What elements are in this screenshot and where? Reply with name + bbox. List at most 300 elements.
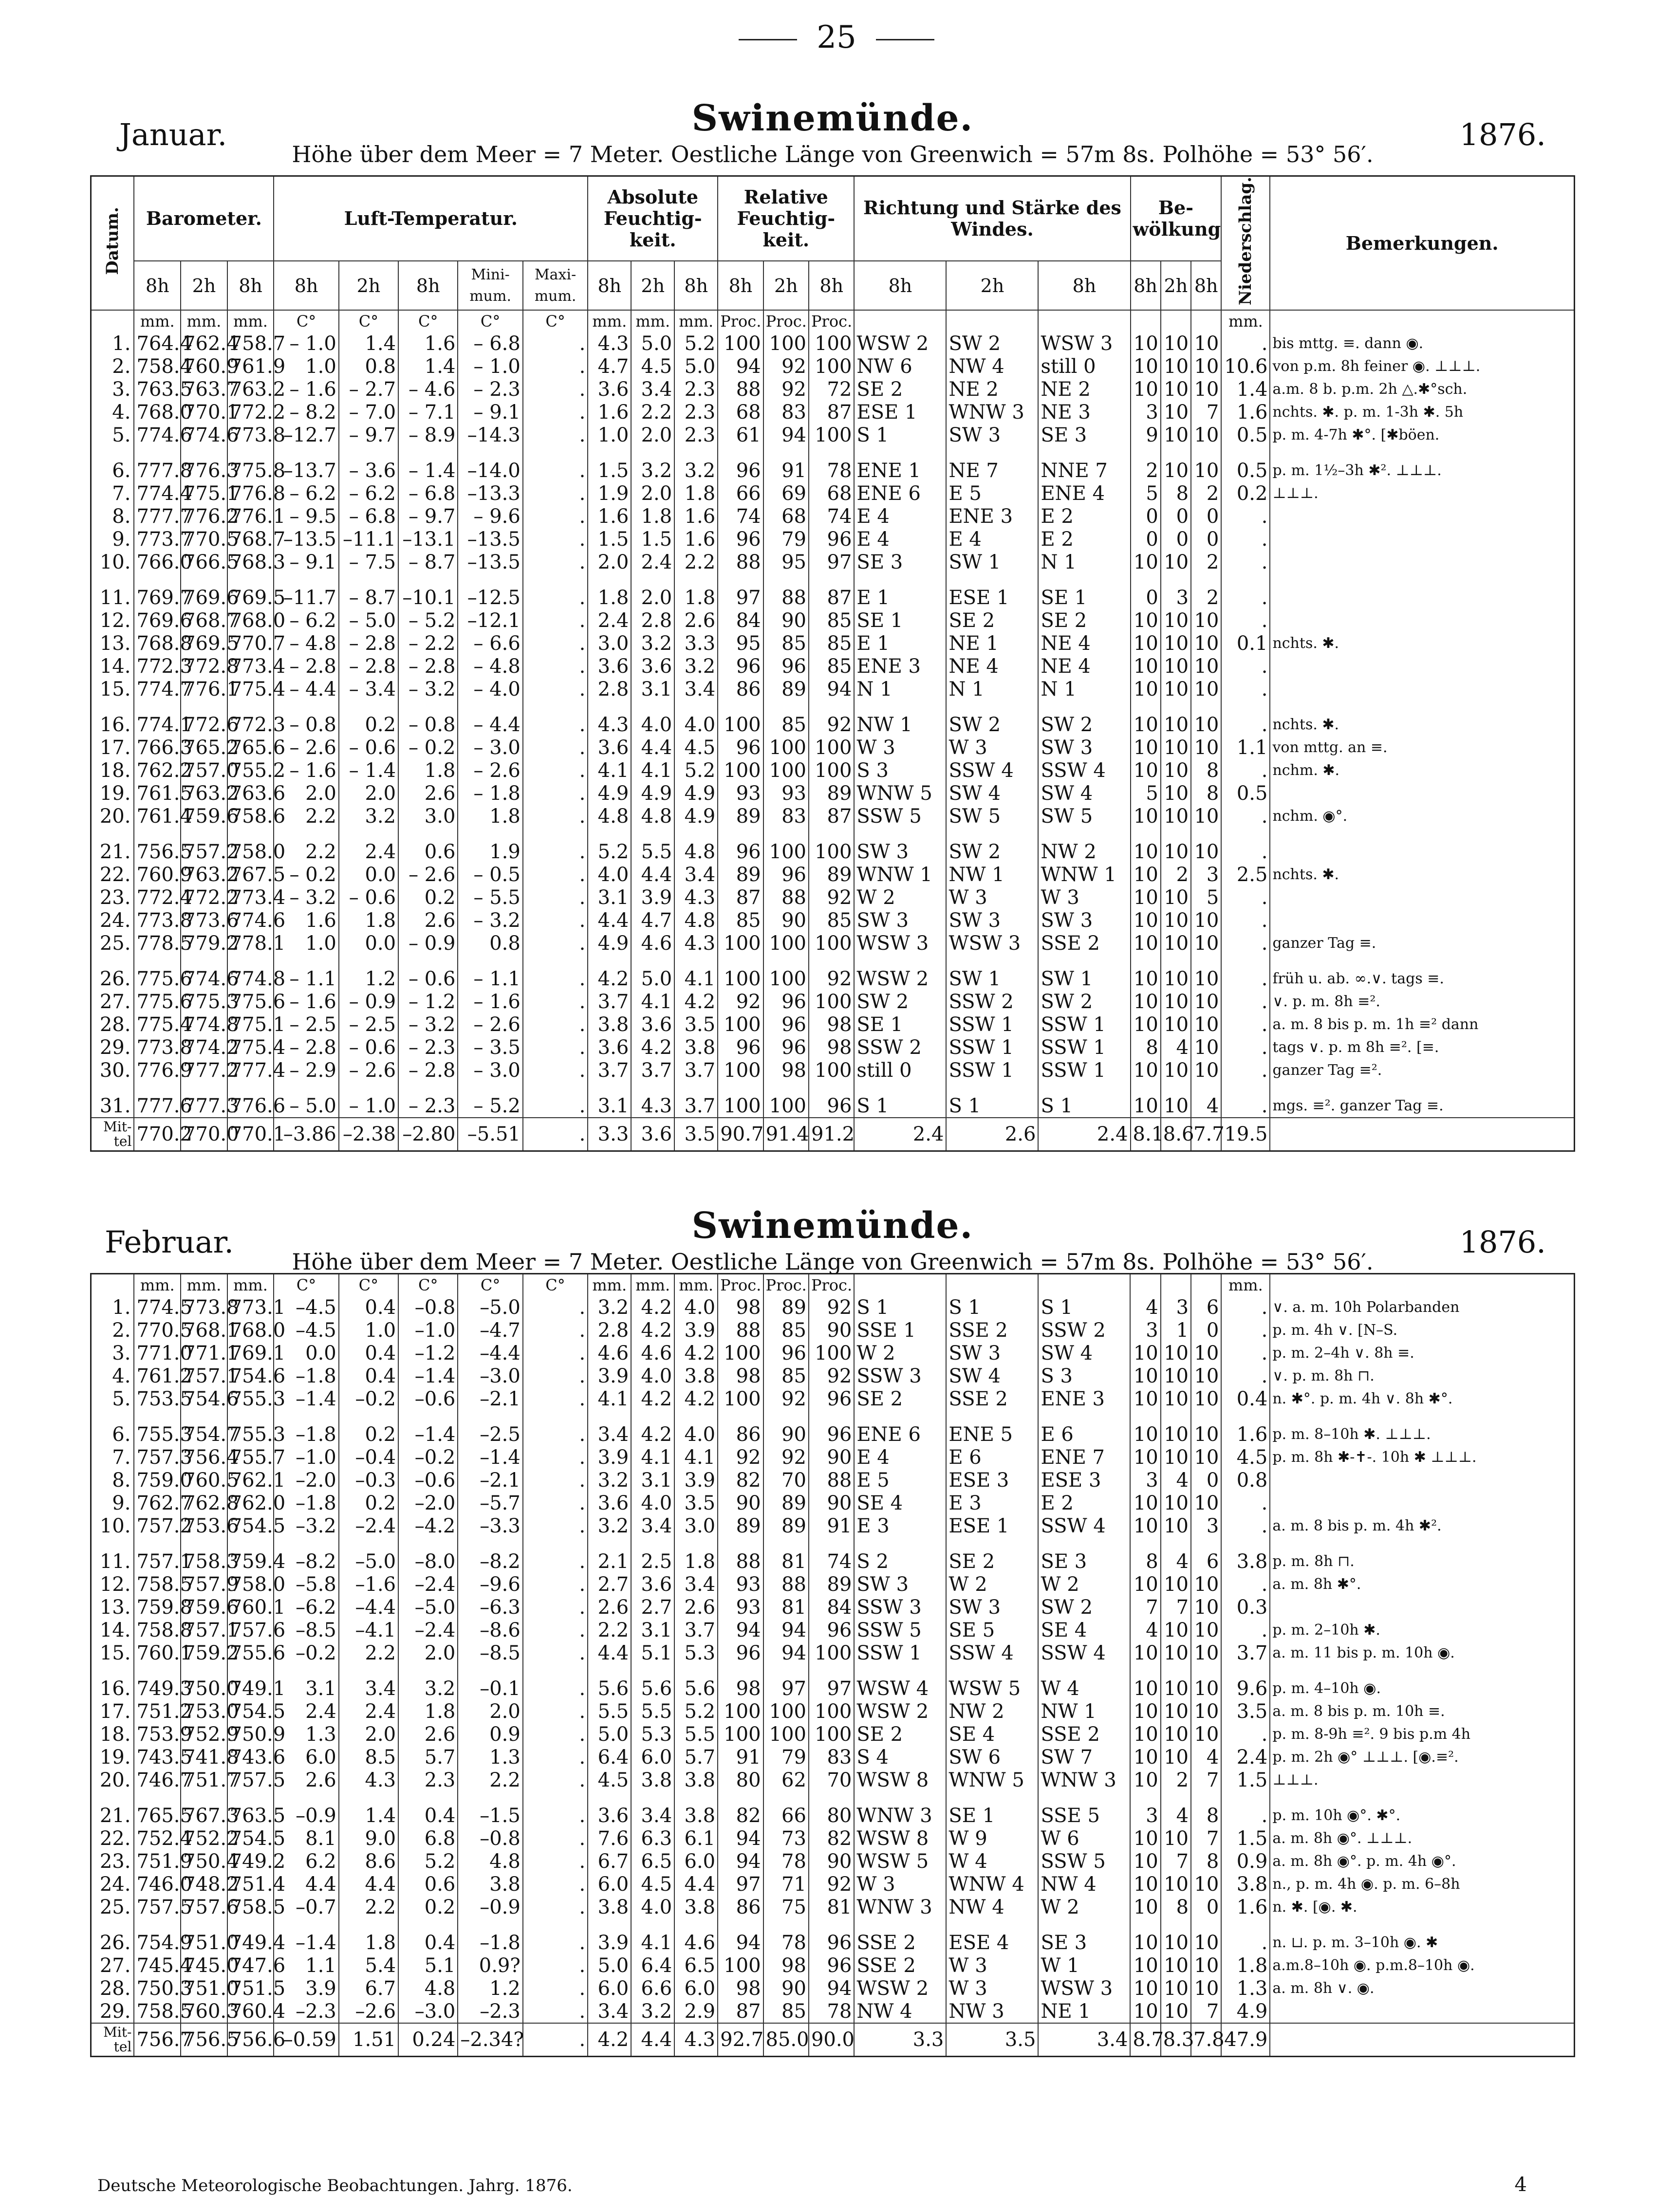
data-cell: 4.6 (631, 1342, 674, 1364)
data-cell: 1.6 (588, 505, 631, 528)
date-cell: 19. (91, 782, 134, 805)
table-row (91, 1977, 1575, 2000)
data-cell: 98 (809, 1036, 854, 1059)
table-row (91, 2000, 1575, 2023)
data-cell: 741.8 (181, 1746, 227, 1769)
date-cell: 18. (91, 1723, 134, 1746)
data-cell: . (1221, 955, 1270, 990)
data-cell: 757.9 (181, 1573, 227, 1596)
data-cell: N 1 (1038, 678, 1130, 700)
data-cell: 3.2 (674, 655, 718, 678)
data-cell: 0.1 (1221, 632, 1270, 655)
mean-cell: 7.8 (1191, 2023, 1221, 2057)
data-cell: 1.4 (1221, 378, 1270, 401)
data-cell: 1.8 (674, 482, 718, 505)
data-cell: 88 (809, 1469, 854, 1492)
data-cell: 763.5 (227, 1791, 274, 1827)
data-cell: –5.0 (398, 1596, 458, 1619)
table-row (91, 355, 1575, 378)
data-cell: 96 (809, 1387, 854, 1410)
data-cell: 79 (763, 528, 809, 551)
date-cell: 8. (91, 1469, 134, 1492)
data-cell: W 3 (946, 736, 1038, 759)
data-cell: 750.0 (181, 1664, 227, 1700)
data-cell: – 1.6 (274, 378, 338, 401)
data-cell: –1.4 (398, 1364, 458, 1387)
data-cell: 0.2 (339, 1492, 398, 1514)
date-cell: 26. (91, 1918, 134, 1954)
data-cell: –4.7 (458, 1319, 522, 1342)
data-cell: 755.3 (227, 1387, 274, 1410)
data-cell: 10 (1131, 1059, 1161, 1082)
data-cell: 3.9 (674, 1319, 718, 1342)
data-cell: NE 2 (1038, 378, 1130, 401)
data-cell: 3.7 (674, 1059, 718, 1082)
data-cell: 7 (1161, 1596, 1191, 1619)
data-cell: – 6.2 (274, 609, 338, 632)
data-cell: SSW 2 (854, 1036, 946, 1059)
data-cell: 5.0 (588, 1723, 631, 1746)
data-cell: 3.6 (588, 655, 631, 678)
data-cell: . (1221, 1918, 1270, 1954)
data-cell: 754.5 (227, 1827, 274, 1850)
data-cell: 769.5 (227, 573, 274, 609)
data-cell: 2.7 (631, 1596, 674, 1619)
data-cell: 1.6 (674, 528, 718, 551)
data-cell: . (1221, 700, 1270, 736)
data-cell: – 5.2 (458, 1082, 522, 1118)
data-cell: 2.6 (398, 909, 458, 932)
data-cell: 8 (1131, 1036, 1161, 1059)
table-row (91, 932, 1575, 955)
remark-cell: p. m. 1½–3h ✱². ⊥⊥⊥. (1270, 446, 1574, 482)
table-row (91, 863, 1575, 886)
data-cell: 88 (718, 1537, 763, 1573)
data-cell: 98 (763, 1059, 809, 1082)
data-cell: 0.9 (1221, 1850, 1270, 1873)
data-cell: 761.9 (227, 355, 274, 378)
data-cell: 4.0 (631, 1364, 674, 1387)
station-title: Swinemünde. (691, 1205, 974, 1247)
table-row (91, 1664, 1575, 1700)
remark-cell: ⊥⊥⊥. (1270, 1769, 1574, 1791)
data-cell: 3.6 (588, 1036, 631, 1059)
data-cell: 10 (1161, 1573, 1191, 1596)
data-cell: 10 (1191, 955, 1221, 990)
data-cell: –3.2 (274, 1514, 338, 1537)
data-cell: 89 (809, 1573, 854, 1596)
data-cell: . (523, 1446, 588, 1469)
data-cell: 92 (763, 378, 809, 401)
data-cell: 0.4 (398, 1918, 458, 1954)
data-cell: 754.9 (134, 1918, 181, 1954)
data-cell: 10 (1161, 655, 1191, 678)
data-cell: 10 (1131, 736, 1161, 759)
data-cell: 759.8 (134, 1596, 181, 1619)
data-cell: 1.5 (588, 446, 631, 482)
data-cell: N 1 (946, 678, 1038, 700)
mean-cell: 92.7 (718, 2023, 763, 2057)
data-cell: – 0.2 (274, 863, 338, 886)
data-cell: W 6 (1038, 1827, 1130, 1850)
data-cell: 8.6 (339, 1850, 398, 1873)
data-cell: 2.2 (274, 828, 338, 863)
remark-cell: p. m. 8h ✱-✝-. 10h ✱ ⊥⊥⊥. (1270, 1446, 1574, 1469)
data-cell: 91 (809, 1514, 854, 1537)
data-cell: 3.4 (674, 863, 718, 886)
data-cell: 100 (763, 332, 809, 355)
data-cell: ENE 6 (854, 1410, 946, 1446)
data-cell: 765.6 (227, 736, 274, 759)
data-cell: 4.5 (631, 355, 674, 378)
data-cell: . (1221, 805, 1270, 828)
data-cell: 759.6 (181, 805, 227, 828)
data-cell: 95 (718, 632, 763, 655)
data-cell: 10 (1191, 446, 1221, 482)
data-cell: 10 (1130, 1746, 1160, 1769)
date-cell: 4. (91, 1364, 134, 1387)
data-cell: –0.7 (274, 1896, 338, 1918)
data-cell: . (523, 1791, 588, 1827)
data-cell: . (1221, 655, 1270, 678)
data-cell: – 2.6 (274, 736, 338, 759)
data-cell: 773.7 (134, 528, 181, 551)
data-cell: 770.5 (181, 528, 227, 551)
data-cell: 4.1 (631, 1918, 674, 1954)
data-cell: NE 3 (1038, 401, 1130, 424)
data-cell: 3.2 (631, 632, 674, 655)
data-cell: 100 (718, 700, 763, 736)
data-cell: SE 1 (854, 1013, 946, 1036)
table-row (91, 1319, 1575, 1342)
data-cell: 4.0 (674, 1410, 718, 1446)
data-cell: 4.7 (588, 355, 631, 378)
data-cell: 775.4 (227, 1036, 274, 1059)
data-cell: 2.4 (1221, 1746, 1270, 1769)
mean-cell: –5.51 (458, 1118, 522, 1151)
data-cell: 3.1 (631, 678, 674, 700)
mean-cell: 91.4 (763, 1118, 809, 1151)
data-cell: E 3 (946, 1492, 1038, 1514)
data-cell: 1.8 (674, 1537, 718, 1573)
data-cell: –14.3 (458, 424, 522, 446)
table-row (91, 736, 1575, 759)
data-cell: 85 (763, 1319, 809, 1342)
remark-cell: p. m. 4–10h ◉. (1270, 1664, 1574, 1700)
data-cell: 9.0 (339, 1827, 398, 1850)
data-cell: 2.0 (631, 424, 674, 446)
data-cell: SW 3 (1038, 736, 1130, 759)
data-cell: 754.5 (227, 1514, 274, 1537)
data-cell: –1.5 (458, 1791, 522, 1827)
table-row (91, 1700, 1575, 1723)
data-cell: 10 (1191, 1954, 1221, 1977)
data-cell: SW 1 (1038, 955, 1130, 990)
data-cell: –0.4 (339, 1446, 398, 1469)
data-cell: . (1221, 1013, 1270, 1036)
data-cell: 757.2 (134, 1514, 181, 1537)
data-cell: 100 (809, 1723, 854, 1746)
mean-cell: 91.2 (809, 1118, 854, 1151)
data-cell: 6.4 (631, 1954, 674, 1977)
data-cell: SW 5 (946, 805, 1038, 828)
data-cell: SE 2 (854, 378, 946, 401)
remark-cell (1270, 609, 1574, 632)
data-cell: . (523, 1596, 588, 1619)
data-cell: N 1 (1038, 551, 1130, 573)
data-cell: W 4 (946, 1850, 1038, 1873)
data-cell: 10 (1161, 1918, 1191, 1954)
data-cell: W 3 (854, 736, 946, 759)
data-cell: 775.6 (227, 990, 274, 1013)
data-cell: 10 (1191, 1342, 1221, 1364)
data-cell: – 2.6 (458, 759, 522, 782)
data-cell: 10 (1191, 1723, 1221, 1746)
data-cell: 2.6 (398, 1723, 458, 1746)
data-cell: SE 2 (854, 1723, 946, 1746)
data-cell: 3 (1130, 1791, 1160, 1827)
table-row (91, 955, 1575, 990)
month-label: Januar. (119, 117, 227, 152)
data-cell: – 3.0 (458, 736, 522, 759)
data-cell: 3 (1161, 573, 1191, 609)
data-cell: NE 1 (1038, 2000, 1130, 2023)
data-cell: –12.7 (274, 424, 338, 446)
data-cell: S 3 (1038, 1364, 1130, 1387)
data-cell: – 4.4 (458, 700, 522, 736)
remark-cell: n. ⊔. p. m. 3–10h ◉. ✱ (1270, 1918, 1574, 1954)
table-row (91, 1013, 1575, 1036)
table-row (91, 1296, 1575, 1319)
data-cell: 100 (763, 1700, 809, 1723)
data-cell: 100 (809, 736, 854, 759)
mean-cell: 3.3 (588, 1118, 631, 1151)
data-cell: SSW 4 (1038, 1641, 1130, 1664)
data-cell: 10 (1191, 1013, 1221, 1036)
data-cell: –1.2 (398, 1342, 458, 1364)
data-cell: 2.3 (674, 401, 718, 424)
data-cell: 772.6 (181, 700, 227, 736)
data-cell: 743.5 (134, 1746, 181, 1769)
table-row (91, 1873, 1575, 1896)
data-cell: 10 (1130, 1769, 1160, 1791)
data-cell: 3.1 (274, 1664, 338, 1700)
data-cell: –6.2 (274, 1596, 338, 1619)
data-cell: 10 (1161, 990, 1191, 1013)
data-cell: E 1 (854, 573, 946, 609)
data-cell: . (523, 909, 588, 932)
data-cell: 61 (718, 424, 763, 446)
data-cell: 97 (718, 573, 763, 609)
data-cell: 778.1 (227, 932, 274, 955)
data-cell: SSE 1 (854, 1319, 946, 1342)
data-cell: 4.2 (631, 1387, 674, 1410)
remark-cell: a. m. 8h ◉°. p. m. 4h ◉°. (1270, 1850, 1574, 1873)
data-cell: 6 (1191, 1537, 1221, 1573)
data-cell: 10 (1131, 759, 1161, 782)
data-cell: – 2.9 (274, 1059, 338, 1082)
data-cell: 6.7 (339, 1977, 398, 2000)
data-cell: 754.7 (181, 1410, 227, 1446)
data-cell: SW 7 (1038, 1746, 1130, 1769)
date-cell: 29. (91, 2000, 134, 2023)
data-cell: 0.8 (339, 355, 398, 378)
table-row (91, 1059, 1575, 1082)
data-cell: 10 (1130, 1850, 1160, 1873)
data-cell: 3.4 (339, 1664, 398, 1700)
data-cell: 2.5 (631, 1537, 674, 1573)
data-cell: 755.3 (134, 1410, 181, 1446)
data-cell: 78 (809, 446, 854, 482)
mean-cell: 770.0 (181, 1118, 227, 1151)
data-cell: 86 (718, 678, 763, 700)
date-cell: 13. (91, 1596, 134, 1619)
data-cell: 82 (809, 1827, 854, 1850)
data-cell: . (1221, 1723, 1270, 1746)
data-cell: 4.1 (674, 955, 718, 990)
date-cell: 9. (91, 1492, 134, 1514)
data-cell: . (523, 1664, 588, 1700)
data-cell: 1.3 (1221, 1977, 1270, 2000)
data-cell: . (523, 1573, 588, 1596)
data-cell: 6.0 (674, 1977, 718, 2000)
data-cell: 746.7 (134, 1769, 181, 1791)
table-row (91, 1827, 1575, 1850)
data-cell: 752.4 (134, 1827, 181, 1850)
data-cell: 5.2 (588, 828, 631, 863)
data-cell: 3.2 (631, 446, 674, 482)
data-cell: 749.4 (227, 1918, 274, 1954)
data-cell: 4.5 (631, 1873, 674, 1896)
data-cell: – 2.8 (274, 655, 338, 678)
data-cell: 750.4 (181, 1850, 227, 1873)
data-cell: S 4 (854, 1746, 946, 1769)
data-cell: 86 (718, 1410, 763, 1446)
data-cell: 7 (1130, 1596, 1160, 1619)
data-cell: 4.9 (674, 805, 718, 828)
mean-cell (1270, 2023, 1574, 2057)
data-cell: 759.6 (181, 1596, 227, 1619)
table-row (91, 1918, 1575, 1954)
table-row (91, 1387, 1575, 1410)
data-cell: 0.2 (398, 1896, 458, 1918)
data-cell: 5.6 (631, 1664, 674, 1700)
data-cell: – 3.5 (458, 1036, 522, 1059)
data-cell: 4.3 (339, 1769, 398, 1791)
data-cell: 4.2 (631, 1036, 674, 1059)
table-row (91, 678, 1575, 700)
data-cell: 92 (809, 1364, 854, 1387)
data-cell: 96 (809, 1082, 854, 1118)
data-cell: W 9 (946, 1827, 1038, 1850)
data-cell: 764.4 (134, 332, 181, 355)
date-cell: 28. (91, 1977, 134, 2000)
data-cell: 763.2 (181, 863, 227, 886)
data-cell: 87 (718, 2000, 763, 2023)
data-cell: 98 (718, 1977, 763, 2000)
data-cell: NW 2 (1038, 828, 1130, 863)
data-cell: 10 (1130, 1700, 1160, 1723)
data-cell: E 4 (854, 1446, 946, 1469)
data-cell: – 2.5 (274, 1013, 338, 1036)
data-cell: 1.6 (674, 505, 718, 528)
data-cell: SSW 1 (1038, 1059, 1130, 1082)
data-cell: 758.7 (227, 332, 274, 355)
data-cell: . (1221, 332, 1270, 355)
data-cell: 10 (1130, 1342, 1160, 1364)
data-cell: –2.1 (458, 1387, 522, 1410)
remark-cell: ganzer Tag ≡. (1270, 932, 1574, 955)
table-row (91, 505, 1575, 528)
data-cell: 2.2 (274, 805, 338, 828)
data-cell: 775.6 (134, 955, 181, 990)
data-cell: – 2.8 (398, 655, 458, 678)
data-cell: – 3.2 (458, 909, 522, 932)
data-cell: 4.3 (588, 332, 631, 355)
data-cell: ENE 5 (946, 1410, 1038, 1446)
data-cell: 1.5 (1221, 1827, 1270, 1850)
data-cell: 776.2 (181, 505, 227, 528)
data-cell: 10 (1191, 1619, 1221, 1641)
table-row (91, 655, 1575, 678)
data-cell: 1.8 (339, 1918, 398, 1954)
data-cell: 777.3 (181, 1082, 227, 1118)
date-cell: 5. (91, 424, 134, 446)
data-cell: 96 (763, 1036, 809, 1059)
data-cell: 756.4 (181, 1446, 227, 1469)
data-cell: 72 (809, 378, 854, 401)
remark-cell: nchts. ✱. (1270, 700, 1574, 736)
data-cell: 100 (809, 759, 854, 782)
data-cell: E 2 (1038, 1492, 1130, 1514)
data-cell: –3.0 (458, 1364, 522, 1387)
data-cell: –0.8 (458, 1827, 522, 1850)
data-cell: . (1221, 1619, 1270, 1641)
table-row (91, 551, 1575, 573)
table-row (91, 1514, 1575, 1537)
data-cell: 96 (718, 655, 763, 678)
data-cell: 9.6 (1221, 1664, 1270, 1700)
data-cell: . (523, 655, 588, 678)
date-cell: 2. (91, 355, 134, 378)
sheet-number: 4 (1514, 2174, 1527, 2196)
data-cell: –13.7 (274, 446, 338, 482)
data-cell: . (523, 378, 588, 401)
date-cell: 18. (91, 759, 134, 782)
data-cell: 755.7 (227, 1446, 274, 1469)
data-cell: –5.0 (458, 1296, 522, 1319)
data-cell: 66 (718, 482, 763, 505)
data-cell: 10 (1131, 1082, 1161, 1118)
data-cell: 3.4 (631, 378, 674, 401)
data-cell: 74 (718, 505, 763, 528)
data-cell: 769.7 (134, 573, 181, 609)
data-cell: 96 (763, 655, 809, 678)
data-cell: 3.3 (674, 632, 718, 655)
data-cell: 82 (718, 1791, 763, 1827)
data-cell: ESE 1 (946, 1514, 1038, 1537)
data-cell: 10 (1161, 1059, 1191, 1082)
data-cell: SSE 2 (946, 1319, 1038, 1342)
data-cell: 7 (1191, 1769, 1221, 1791)
data-cell: 10 (1191, 932, 1221, 955)
data-cell: ESE 1 (854, 401, 946, 424)
data-cell: 10 (1130, 1514, 1160, 1537)
remark-cell: nchts. ✱. (1270, 632, 1574, 655)
data-cell: 4.3 (588, 700, 631, 736)
data-cell: 3.7 (674, 1082, 718, 1118)
data-cell: 772.2 (227, 401, 274, 424)
